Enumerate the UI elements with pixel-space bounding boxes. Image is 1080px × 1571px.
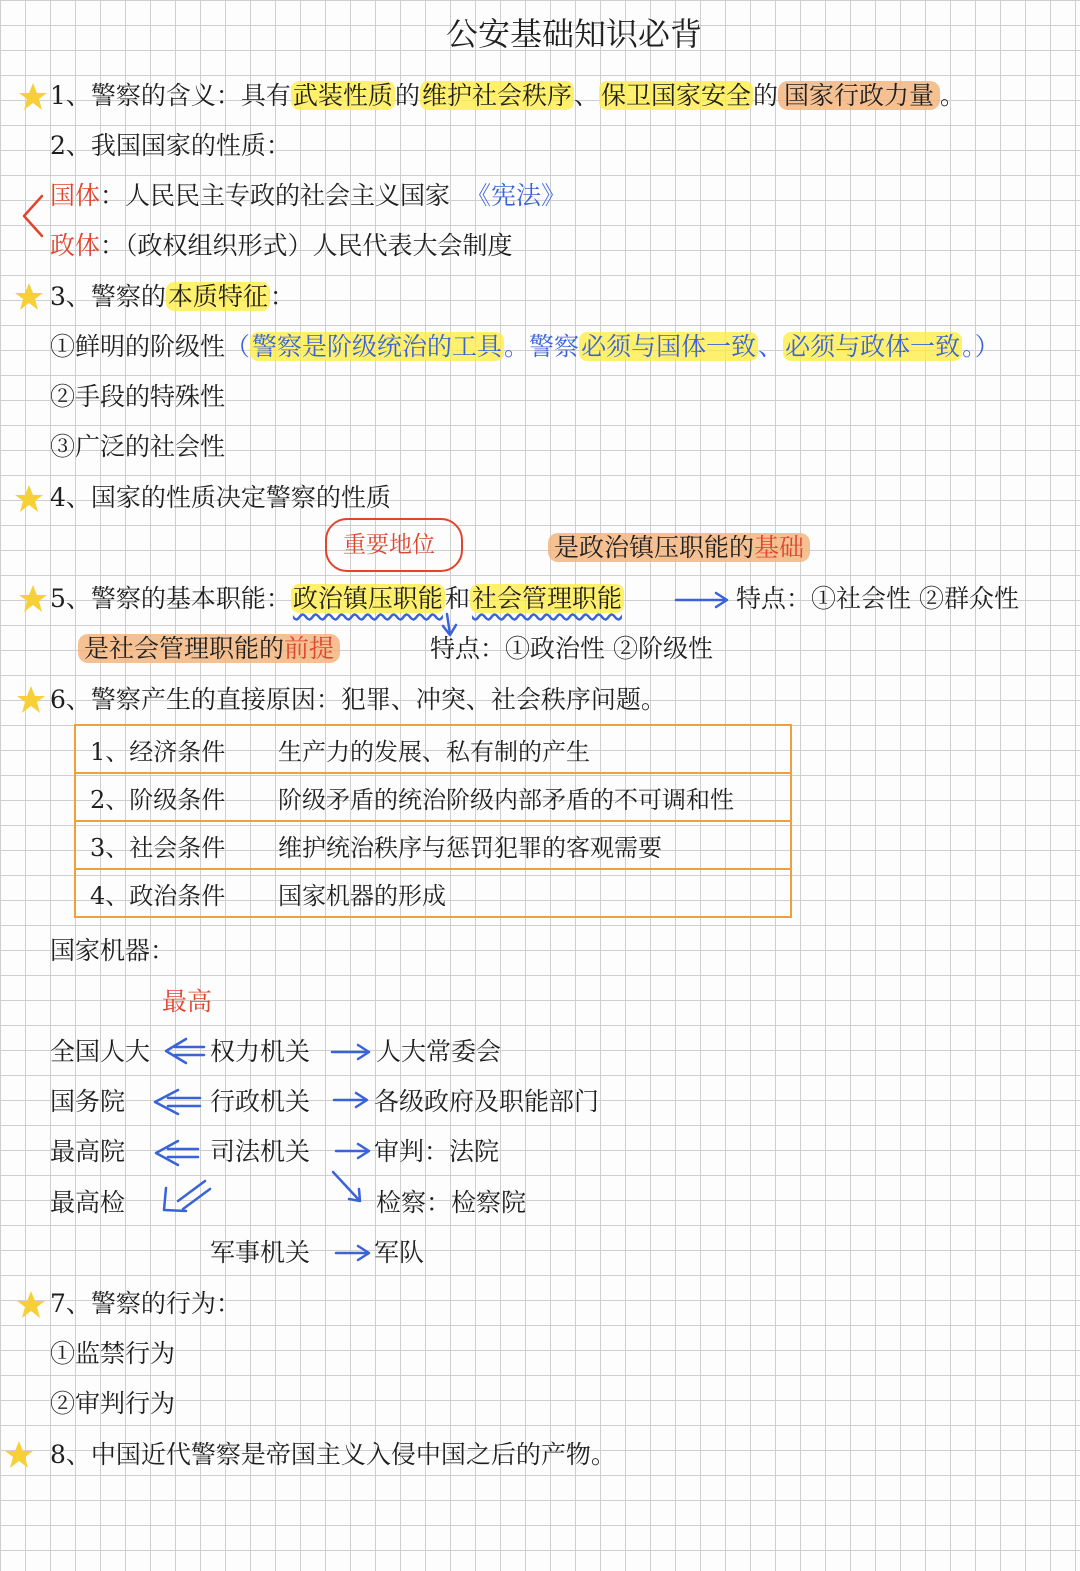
supreme-court-label: 最高院 (50, 1137, 126, 1166)
important-status: 重要地位 (343, 532, 435, 558)
arrow-right-icon (336, 1144, 369, 1158)
procuratorate: 检察：检察院 (376, 1188, 527, 1217)
double-arrow-left-icon (156, 1141, 198, 1165)
social-function-features: 特点：①社会性 ②群众性 (736, 584, 1019, 613)
supreme-procuratorate-label: 最高检 (50, 1188, 126, 1217)
highlight-national-security: 保卫国家安全 (600, 81, 751, 110)
social-management-function: 社会管理职能 (471, 584, 622, 613)
state-determines-police: 4、国家的性质决定警察的性质 (50, 483, 391, 512)
page-title: 公安基础知识必背 (446, 15, 703, 53)
arrow-right-icon (334, 1093, 367, 1107)
governments-departments: 各级政府及职能部门 (374, 1087, 600, 1116)
npc-standing-committee: 人大常委会 (376, 1037, 502, 1066)
administrative-organ: 行政机关 (210, 1087, 311, 1116)
political-suppression-function: 政治镇压职能 (292, 584, 443, 613)
npc-label: 全国人大 (50, 1037, 151, 1066)
double-arrow-left-icon (166, 1039, 204, 1063)
guoti-label: 国体 (50, 181, 101, 210)
state-nature-heading: 2、我国国家的性质： (50, 131, 291, 160)
military-organ: 军事机关 (210, 1238, 311, 1267)
arrow-right-icon (676, 593, 727, 607)
police-origin-heading: 6、警察产生的直接原因：犯罪、冲突、社会秩序问题。 (50, 685, 666, 714)
arrow-down-icon (443, 614, 456, 635)
zhengti-label: 政体 (50, 231, 101, 260)
police-act-2: ②审判行为 (50, 1389, 176, 1418)
police-acts-heading: 7、警察的行为： (50, 1289, 241, 1318)
police-act-1: ①监禁行为 (50, 1339, 176, 1368)
double-arrow-down-left-icon (164, 1181, 210, 1211)
essence-item-1: ①鲜明的阶级性（警察是阶级统治的工具。警察必须与国体一致、必须与政体一致。） (50, 332, 1000, 361)
essence-item-2: ②手段的特殊性 (50, 382, 226, 411)
modern-police-origin: 8、中国近代警察是帝国主义入侵中国之后的产物。 (50, 1440, 616, 1469)
basic-functions-line: 5、警察的基本职能：政治镇压职能和社会管理职能 (50, 584, 622, 613)
arrow-right-icon (336, 1246, 369, 1260)
state-council-label: 国务院 (50, 1087, 126, 1116)
table-row: 1、经济条件 生产力的发展、私有制的产生 (75, 725, 791, 773)
bracket-icon (24, 196, 42, 236)
judicial-organ: 司法机关 (210, 1137, 311, 1166)
police-definition: 1、警察的含义：具有武装性质的维护社会秩序、保卫国家安全的 国家行政力量 。 (50, 81, 966, 110)
constitution-note: 《宪法》 (465, 181, 566, 210)
highlight-social-order: 维护社会秩序 (421, 81, 572, 110)
table-row: 4、政治条件 国家机器的形成 (75, 869, 791, 917)
double-arrow-left-icon (155, 1090, 200, 1114)
trial-court: 审判：法院 (374, 1137, 500, 1166)
zhengti-line: 政体：（政权组织形式）人民代表大会制度 (50, 231, 513, 260)
management-premise-note: 是社会管理职能的前提 (78, 632, 340, 666)
arrow-down-right-icon (333, 1172, 360, 1201)
suppression-function-features: 特点：①政治性 ②阶级性 (430, 634, 713, 663)
power-organ: 权力机关 (210, 1037, 311, 1066)
table-row: 3、社会条件 维护统治秩序与惩罚犯罪的客观需要 (75, 821, 791, 869)
state-machine-heading: 国家机器： (50, 936, 176, 965)
essence-heading: 3、警察的本质特征： (50, 282, 295, 311)
army: 军队 (374, 1238, 425, 1267)
essence-item-3: ③广泛的社会性 (50, 432, 226, 461)
guoti-line: 国体：人民民主专政的社会主义国家 《宪法》 (50, 181, 566, 210)
suppression-basis-note: 是政治镇压职能的基础 (548, 531, 810, 565)
arrow-right-icon (332, 1045, 369, 1059)
table-row: 2、阶级条件 阶级矛盾的统治阶级内部矛盾的不可调和性 (75, 773, 791, 821)
highlight-administrative-force: 国家行政力量 (778, 81, 940, 110)
highest-label: 最高 (162, 987, 213, 1016)
highlight-armed-nature: 武装性质 (292, 81, 393, 110)
